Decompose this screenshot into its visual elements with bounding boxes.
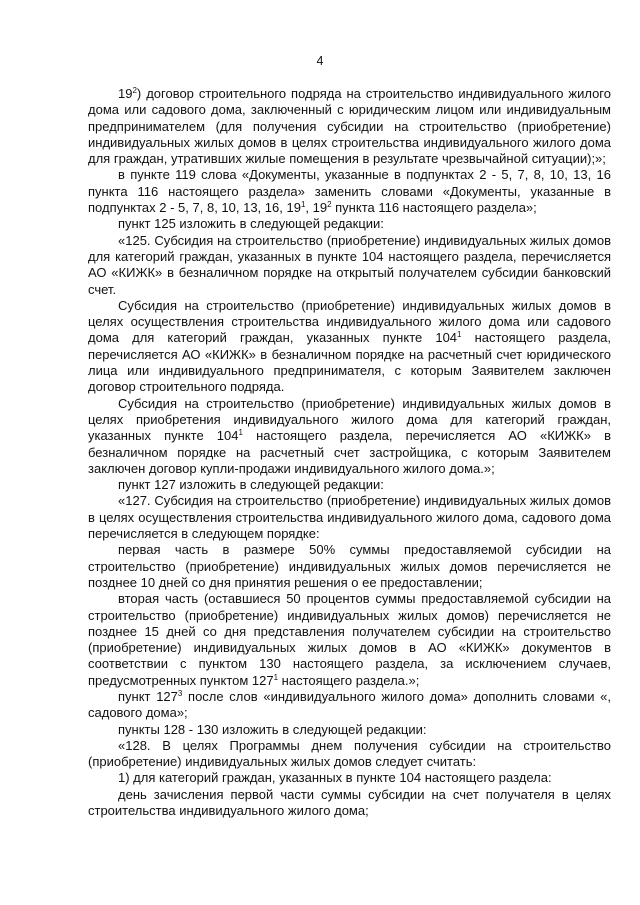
document-paragraph [88, 298, 611, 396]
paragraph-text: пункт 127 изложить в следующей редакции: [118, 477, 384, 493]
paragraph-text: пункты 128 - 130 изложить в следующей редакции: [118, 721, 427, 737]
superscript-index: 3 [177, 688, 183, 698]
document-paragraph [88, 86, 611, 167]
document-paragraph [88, 167, 611, 216]
superscript-index: 1 [457, 330, 462, 340]
paragraph-text: настоящего раздела, перечисляется АО «КИЖК» в безналичном порядке на расчетный счет юридического лица или индивидуального предпринимателя, с которым Заявителем заключен договор строительного подряда. [88, 330, 611, 395]
paragraph-text: настоящего раздела.»; [278, 672, 420, 688]
superscript-index: 1 [273, 672, 279, 682]
document-paragraph [88, 216, 611, 232]
document-paragraph [88, 591, 611, 689]
paragraph-text: первая часть в размере 50% суммы предоставляемой субсидии на строительство (приобретение) индивидуальных жилых домов перечисляется не позднее 10 дней со дня принятия решения о ее предоставлении; [88, 542, 611, 590]
paragraph-text: «128. В целях Программы днем получения субсидии на строительство (приобретение) индивидуальных жилых домов следует считать: [88, 737, 611, 770]
paragraph-text: пункта 116 настоящего раздела»; [331, 200, 537, 216]
superscript-index: 2 [327, 200, 332, 210]
paragraph-text: в пункте 119 слова «Документы, указанные в подпунктах 2 - 5, 7, 8, 10, 13, 16 пункта 116 настоящего раздела» заменить словами «Документы, указанные в подпунктах 2 - 5, 7, 8, 10, 13, 16, 19 [88, 167, 611, 216]
paragraph-text: Субсидия на строительство (приобретение) индивидуальных жилых домов в целях приобретения индивидуального жилого дома для категорий граждан, указанных пункте 104 [88, 395, 611, 444]
paragraph-text: пункт 125 изложить в следующей редакции: [118, 216, 384, 232]
superscript-index: 1 [238, 428, 243, 438]
page-number: 4 [316, 54, 324, 68]
paragraph-text: , 19 [305, 200, 328, 216]
paragraph-text: 19 [118, 86, 133, 101]
paragraph-text: вторая часть (оставшиеся 50 процентов суммы предоставляемой субсидии на строительство (приобретение) индивидуальных жилых домов) перечисляется не позднее 15 дней со дня представления получателем субсидии на строительство (приобретение) индивидуальных жилых домов в АО «КИЖК» документов в соответствии с пунктом 130 настоящего раздела, за исключением случаев, предусмотренных пунктом 127 [88, 591, 611, 688]
paragraph-text: пункт 127 [118, 688, 178, 704]
paragraph-text: «125. Субсидия на строительство (приобретение) индивидуальных жилых домов для категорий граждан, указанных в пункте 104 настоящего раздела, перечисляется АО «КИЖК» в безналичном порядке на открытый получателем субсидии банковский счет. [88, 232, 611, 297]
document-paragraph [88, 689, 611, 722]
paragraph-text: после слов «индивидуального жилого дома» дополнить словами «, садового дома»; [88, 688, 611, 721]
document-paragraph [88, 722, 611, 738]
paragraph-text: 1) для категорий граждан, указанных в пункте 104 настоящего раздела: [118, 770, 552, 786]
document-paragraph [88, 493, 611, 542]
document-paragraph [88, 477, 611, 493]
document-paragraph [88, 787, 611, 820]
paragraph-text: Субсидия на строительство (приобретение) индивидуальных жилых домов в целях осуществления строительства индивидуального жилого дома или садового дома для категорий граждан, указанных пункте 104 [88, 297, 611, 346]
paragraph-text: «127. Субсидия на строительство (приобретение) индивидуальных жилых домов в целях осуществления строительства индивидуального жилого дома, садового дома перечисляется в следующем порядке: [88, 493, 611, 542]
paragraph-text: день зачисления первой части суммы субсидии на счет получателя в целях строительства индивидуального жилого дома; [88, 786, 611, 819]
paragraph-text: настоящего раздела, перечисляется АО «КИЖК» в безналичном порядке на расчетный счет застройщика, с которым Заявителем заключен договор купли-продажи индивидуального жилого дома.»; [88, 428, 611, 476]
superscript-index: 1 [300, 200, 306, 210]
document-paragraph [88, 233, 611, 298]
document-paragraph [88, 738, 611, 771]
paragraph-text: ) договор строительного подряда на строительство индивидуального жилого дома или садового дома, заключенный с юридическим лицом или индивидуальным предпринимателем (для получения субсидии на строительство (приобретение) индивидуальных жилых домов в целях строительства индивидуального жилого дома для граждан, утративших жилые помещения в результате чрезвычайной ситуации);»; [88, 86, 611, 167]
superscript-index: 2 [132, 86, 137, 95]
document-paragraph [88, 396, 611, 477]
document-body [88, 86, 611, 819]
document-paragraph [88, 770, 611, 786]
document-paragraph [88, 542, 611, 591]
